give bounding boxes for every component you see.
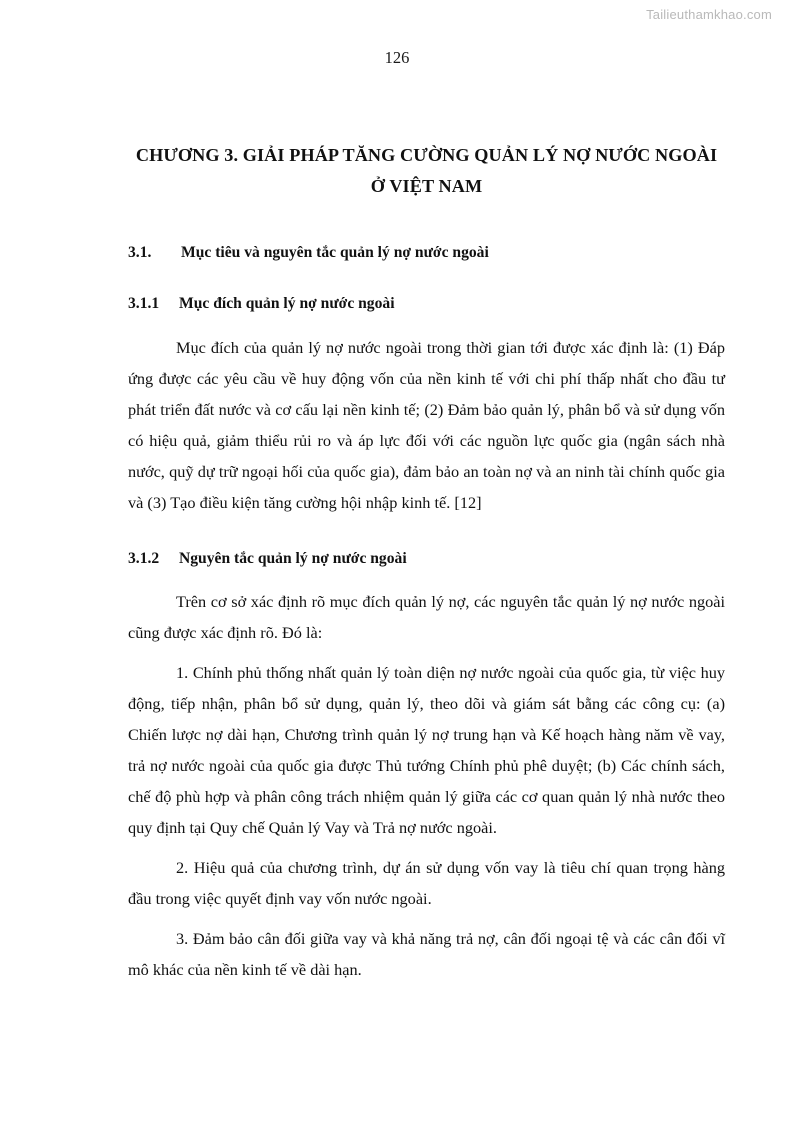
subsection-number-3-1-1: 3.1.1 bbox=[128, 295, 160, 313]
watermark-text: Tailieuthamkhao.com bbox=[646, 7, 772, 22]
subsection-title-3-1-2: Nguyên tắc quản lý nợ nước ngoài bbox=[179, 549, 407, 567]
subsection-number-3-1-2: 3.1.2 bbox=[128, 549, 160, 567]
paragraph-principle-2: 2. Hiệu quả của chương trình, dự án sử dụng vốn vay là tiêu chí quan trọng hàng đầu trong việc quyết định vay vốn nước ngoài. bbox=[128, 857, 725, 908]
section-heading-3-1 bbox=[128, 242, 725, 265]
paragraph-3-1-1-body: Mục đích của quản lý nợ nước ngoài trong thời gian tới được xác định là: (1) Đáp ứng được các yêu cầu về huy động vốn của nền kinh tế với chi phí thấp nhất cho đầu tư phát triển đất nước và cơ cấu lại nền kinh tế; (2) Đảm bảo quản lý, phân bổ và sử dụng vốn có hiệu quả, giảm thiểu rủi ro và áp lực đối với các nguồn lực quốc gia (ngân sách nhà nước, quỹ dự trữ ngoại hối của quốc gia), đảm bảo an toàn nợ và an ninh tài chính quốc gia và (3) Tạo điều kiện tăng cường hội nhập kinh tế. [12] bbox=[128, 337, 725, 512]
chapter-title-line-1: CHƯƠNG 3. GIẢI PHÁP TĂNG CƯỜNG QUẢN LÝ NỢ NƯỚC NGOÀI bbox=[135, 145, 718, 165]
section-title-3-1: Mục tiêu và nguyên tắc quản lý nợ nước ngoài bbox=[181, 243, 489, 261]
page-number: 126 bbox=[384, 48, 410, 67]
subsection-title-3-1-1: Mục đích quản lý nợ nước ngoài bbox=[179, 295, 395, 313]
subsection-heading-3-1-2 bbox=[128, 548, 725, 571]
page-content bbox=[128, 0, 725, 986]
chapter-title bbox=[128, 140, 725, 203]
paragraph-principle-3: 3. Đảm bảo cân đối giữa vay và khả năng trả nợ, cân đối ngoại tệ và các cân đối vĩ mô khác của nền kinh tế về dài hạn. bbox=[128, 928, 725, 979]
paragraph-principle-1: 1. Chính phủ thống nhất quản lý toàn diện nợ nước ngoài của quốc gia, từ việc huy động, tiếp nhận, phân bổ sử dụng, quản lý, theo dõi và giám sát bằng các công cụ: (a) Chiến lược nợ dài hạn, Chương trình quản lý nợ trung hạn và Kế hoạch hàng năm về vay, trả nợ nước ngoài của quốc gia được Thủ tướng Chính phủ phê duyệt; (b) Các chính sách, chế độ phù hợp và phân công trách nhiệm quản lý giữa các cơ quan quản lý nhà nước theo quy định tại Quy chế Quản lý Vay và Trả nợ nước ngoài. bbox=[128, 663, 725, 837]
paragraph-3-1-2-intro: Trên cơ sở xác định rõ mục đích quản lý nợ, các nguyên tắc quản lý nợ nước ngoài cũng được xác định rõ. Đó là: bbox=[128, 592, 725, 643]
subsection-heading-3-1-1 bbox=[128, 293, 725, 316]
section-number-3-1: 3.1. bbox=[128, 243, 152, 261]
chapter-title-line-2: Ở VIỆT NAM bbox=[370, 176, 483, 197]
